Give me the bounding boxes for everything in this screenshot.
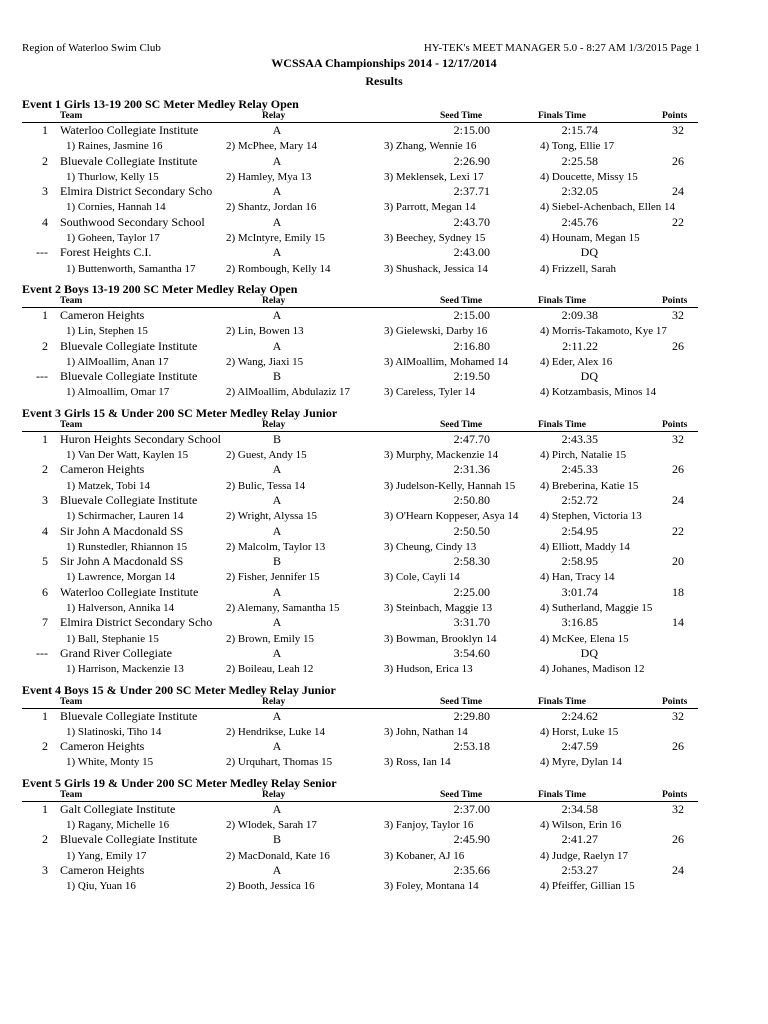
swimmer-name: 3) Fanjoy, Taylor 16	[384, 818, 474, 831]
col-team-header: Team	[60, 789, 83, 800]
finals-time-cell: 2:53.27	[561, 862, 598, 877]
swimmers-row	[22, 169, 698, 184]
swimmer-name: 2) Malcolm, Taylor 13	[226, 540, 326, 553]
points-cell: 24	[672, 184, 684, 199]
finals-time-cell: DQ	[580, 645, 598, 660]
place-cell: 2	[42, 739, 48, 754]
event-section	[22, 683, 698, 770]
swimmers-row	[22, 661, 698, 676]
place-cell: 3	[42, 492, 48, 507]
swimmers-row	[22, 817, 698, 832]
relay-cell: A	[272, 245, 282, 260]
team-cell: Bluevale Collegiate Institute	[60, 832, 198, 847]
swimmer-name: 3) Cole, Cayli 14	[384, 571, 460, 584]
place-cell: ---	[36, 369, 48, 384]
swimmer-name: 3) Zhang, Wennie 16	[384, 140, 477, 153]
swimmer-name: 2) McPhee, Mary 14	[226, 140, 318, 153]
finals-time-cell: 2:25.58	[561, 153, 598, 168]
swimmer-name: 1) Ball, Stephanie 15	[66, 632, 159, 645]
results-subtitle: Results	[365, 74, 403, 88]
place-cell: 6	[42, 584, 48, 599]
swimmer-name: 3) Murphy, Mackenzie 14	[384, 449, 499, 462]
swimmer-name: 3) Steinbach, Maggie 13	[384, 602, 493, 615]
finals-time-cell: 2:34.58	[561, 801, 598, 816]
team-cell: Southwood Secondary School	[60, 214, 205, 229]
relay-cell: A	[272, 523, 282, 538]
swimmer-name: 2) Urquhart, Thomas 15	[226, 756, 333, 769]
meet-title: WCSSAA Championships 2014 - 12/17/2014	[271, 56, 497, 70]
relay-cell: A	[272, 123, 282, 137]
seed-time-cell: 3:54.60	[453, 645, 490, 660]
result-row	[22, 524, 698, 539]
points-cell: 32	[672, 431, 684, 446]
relay-cell: B	[272, 431, 281, 446]
result-row	[22, 554, 698, 569]
relay-cell: A	[272, 645, 282, 660]
swimmer-name: 1) Yang, Emily 17	[66, 849, 147, 862]
swimmer-name: 1) Van Der Watt, Kaylen 15	[66, 449, 189, 462]
place-cell: 1	[42, 708, 48, 723]
swimmer-name: 2) Bulic, Tessa 14	[226, 479, 306, 492]
event-title: Event 1 Girls 13-19 200 SC Meter Medley Relay Open	[22, 97, 299, 111]
col-relay-header: Relay	[262, 789, 286, 800]
points-cell: 14	[672, 615, 684, 630]
swimmer-name: 1) Schirmacher, Lauren 14	[66, 510, 184, 523]
seed-time-cell: 2:53.18	[453, 739, 490, 754]
result-row	[22, 462, 698, 477]
col-points-header: Points	[662, 295, 688, 306]
swimmer-name: 3) Ross, Ian 14	[384, 756, 451, 769]
swimmer-name: 2) Booth, Jessica 16	[226, 880, 315, 893]
result-row	[22, 339, 698, 354]
swimmer-name: 4) Breberina, Katie 15	[540, 479, 639, 492]
points-cell: 32	[672, 123, 684, 137]
events-list	[22, 97, 698, 899]
event-section	[22, 776, 698, 894]
seed-time-cell: 2:35.66	[453, 862, 490, 877]
swimmer-name: 4) McKee, Elena 15	[540, 632, 629, 645]
swimmer-name: 2) MacDonald, Kate 16	[226, 849, 330, 862]
swimmers-row	[22, 878, 698, 893]
relay-cell: A	[272, 153, 282, 168]
place-cell: 3	[42, 862, 48, 877]
seed-time-cell: 2:31.36	[453, 462, 490, 477]
place-cell: 2	[42, 832, 48, 847]
seed-time-cell: 2:25.00	[453, 584, 490, 599]
result-row	[22, 709, 698, 724]
relay-cell: A	[272, 584, 282, 599]
result-row	[22, 432, 698, 447]
swimmers-row	[22, 354, 698, 369]
swimmer-name: 1) Lin, Stephen 15	[66, 325, 148, 338]
swimmers-row	[22, 724, 698, 739]
seed-time-cell: 2:43.00	[453, 245, 490, 260]
swimmer-name: 2) Boileau, Leah 12	[226, 663, 314, 676]
team-cell: Galt Collegiate Institute	[60, 801, 176, 816]
place-cell: 1	[42, 123, 48, 137]
software-info: HY-TEK's MEET MANAGER 5.0 - 8:27 AM 1/3/2015 Page 1	[423, 42, 700, 54]
team-cell: Huron Heights Secondary School	[60, 431, 221, 446]
finals-time-cell: 2:41.27	[561, 832, 598, 847]
swimmers-row	[22, 754, 698, 769]
swimmer-name: 2) Alemany, Samantha 15	[226, 602, 340, 615]
place-cell: 1	[42, 431, 48, 446]
swimmer-name: 4) Wilson, Erin 16	[540, 818, 622, 831]
swimmer-name: 2) McIntyre, Emily 15	[226, 232, 325, 245]
points-cell: 24	[672, 492, 684, 507]
swimmer-name: 3) Cheung, Cindy 13	[384, 540, 477, 553]
col-team-header: Team	[60, 419, 83, 430]
relay-cell: A	[272, 862, 282, 877]
relay-cell: A	[272, 708, 282, 723]
swimmer-name: 4) Morris-Takamoto, Kye 17	[540, 325, 667, 338]
col-relay-header: Relay	[262, 419, 286, 430]
column-header	[22, 112, 698, 123]
points-cell: 26	[672, 462, 684, 477]
finals-time-cell: 2:09.38	[561, 307, 598, 322]
swimmer-name: 1) Halverson, Annika 14	[66, 602, 175, 615]
col-finals-header: Finals Time	[538, 295, 586, 306]
swimmer-name: 2) Guest, Andy 15	[226, 449, 307, 462]
place-cell: ---	[36, 645, 48, 660]
swimmer-name: 2) Fisher, Jennifer 15	[226, 571, 320, 584]
swimmer-name: 4) Elliott, Maddy 14	[540, 540, 630, 553]
swimmer-name: 2) AlMoallim, Abdulaziz 17	[226, 386, 351, 399]
points-cell: 24	[672, 862, 684, 877]
finals-time-cell: 2:58.95	[561, 554, 598, 569]
swimmer-name: 3) Judelson-Kelly, Hannah 15	[384, 479, 516, 492]
col-points-header: Points	[662, 696, 688, 707]
swimmers-row	[22, 261, 698, 276]
column-header	[22, 297, 698, 308]
event-section	[22, 97, 698, 276]
seed-time-cell: 2:50.80	[453, 492, 490, 507]
swimmers-row	[22, 384, 698, 399]
event-section	[22, 282, 698, 400]
place-cell: 4	[42, 214, 48, 229]
col-points-header: Points	[662, 111, 688, 121]
team-cell: Sir John A Macdonald SS	[60, 554, 184, 569]
result-row	[22, 863, 698, 878]
finals-time-cell: 2:43.35	[561, 431, 598, 446]
swimmer-name: 3) Beechey, Sydney 15	[384, 232, 486, 245]
swimmers-row	[22, 600, 698, 615]
col-seed-header: Seed Time	[440, 111, 483, 121]
team-cell: Grand River Collegiate	[60, 645, 172, 660]
col-finals-header: Finals Time	[538, 789, 586, 800]
swimmer-name: 1) Thurlow, Kelly 15	[66, 170, 159, 183]
points-cell: 26	[672, 338, 684, 353]
team-cell: Bluevale Collegiate Institute	[60, 708, 198, 723]
swimmer-name: 3) Shushack, Jessica 14	[384, 262, 488, 275]
place-cell: 4	[42, 523, 48, 538]
swimmer-name: 4) Doucette, Missy 15	[540, 170, 638, 183]
seed-time-cell: 2:43.70	[453, 214, 490, 229]
finals-time-cell: 2:45.33	[561, 462, 598, 477]
col-seed-header: Seed Time	[440, 295, 483, 306]
swimmer-name: 2) Lin, Bowen 13	[226, 325, 304, 338]
team-cell: Cameron Heights	[60, 462, 145, 477]
swimmer-name: 1) Harrison, Mackenzie 13	[66, 663, 184, 676]
swimmers-row	[22, 199, 698, 214]
swimmer-name: 1) Matzek, Tobi 14	[66, 479, 150, 492]
result-row	[22, 369, 698, 384]
swimmer-name: 3) Meklensek, Lexi 17	[384, 170, 484, 183]
finals-time-cell: 2:11.22	[562, 338, 598, 353]
team-cell: Bluevale Collegiate Institute	[60, 338, 198, 353]
team-cell: Waterloo Collegiate Institute	[60, 584, 199, 599]
points-cell: 26	[672, 153, 684, 168]
swimmer-name: 1) AlMoallim, Anan 17	[66, 355, 169, 368]
col-points-header: Points	[662, 789, 688, 800]
col-finals-header: Finals Time	[538, 111, 586, 121]
event-title: Event 4 Boys 15 & Under 200 SC Meter Medley Relay Junior	[22, 682, 336, 697]
col-finals-header: Finals Time	[538, 696, 586, 707]
place-cell: 2	[42, 153, 48, 168]
relay-cell: A	[272, 307, 282, 322]
col-points-header: Points	[662, 419, 688, 430]
relay-cell: A	[272, 739, 282, 754]
swimmer-name: 3) Bowman, Brooklyn 14	[384, 632, 497, 645]
swimmer-name: 3) Careless, Tyler 14	[384, 386, 476, 399]
swimmer-name: 4) Eder, Alex 16	[540, 355, 613, 368]
finals-time-cell: 3:16.85	[561, 615, 598, 630]
swimmers-row	[22, 447, 698, 462]
event-title: Event 2 Boys 13-19 200 SC Meter Medley Relay Open	[22, 281, 298, 296]
relay-cell: A	[272, 492, 282, 507]
seed-time-cell: 2:16.80	[453, 338, 490, 353]
relay-cell: A	[272, 184, 282, 199]
result-row	[22, 493, 698, 508]
result-row	[22, 184, 698, 199]
column-header	[22, 791, 698, 802]
swimmer-name: 4) Sutherland, Maggie 15	[540, 602, 653, 615]
swimmer-name: 2) Wlodek, Sarah 17	[226, 818, 317, 831]
result-row	[22, 245, 698, 260]
swimmer-name: 1) Slatinoski, Tiho 14	[66, 725, 162, 738]
result-row	[22, 215, 698, 230]
swimmer-name: 2) Hamley, Mya 13	[226, 170, 312, 183]
seed-time-cell: 2:47.70	[453, 431, 490, 446]
swimmer-name: 3) Hudson, Erica 13	[384, 663, 473, 676]
relay-cell: A	[272, 338, 282, 353]
swimmers-row	[22, 569, 698, 584]
swimmers-row	[22, 138, 698, 153]
seed-time-cell: 3:31.70	[453, 615, 490, 630]
col-team-header: Team	[60, 696, 83, 707]
swimmer-name: 3) Foley, Montana 14	[384, 880, 479, 893]
team-cell: Forest Heights C.I.	[60, 245, 152, 260]
place-cell: 2	[42, 338, 48, 353]
swimmer-name: 1) White, Monty 15	[66, 756, 154, 769]
finals-time-cell: 2:45.76	[561, 214, 598, 229]
finals-time-cell: 2:52.72	[561, 492, 598, 507]
place-cell: ---	[36, 245, 48, 260]
swimmer-name: 1) Raines, Jasmine 16	[66, 140, 163, 153]
swimmer-name: 3) Parrott, Megan 14	[384, 201, 476, 214]
place-cell: 5	[42, 554, 48, 569]
place-cell: 1	[42, 307, 48, 322]
swimmer-name: 4) Pirch, Natalie 15	[540, 449, 627, 462]
relay-cell: A	[272, 801, 282, 816]
swimmer-name: 4) Kotzambasis, Minos 14	[540, 386, 657, 399]
seed-time-cell: 2:29.80	[453, 708, 490, 723]
col-finals-header: Finals Time	[538, 419, 586, 430]
place-cell: 3	[42, 184, 48, 199]
seed-time-cell: 2:45.90	[453, 832, 490, 847]
col-seed-header: Seed Time	[440, 789, 483, 800]
finals-time-cell: 2:24.62	[561, 708, 598, 723]
relay-cell: A	[272, 462, 282, 477]
finals-time-cell: DQ	[580, 369, 598, 384]
swimmers-row	[22, 631, 698, 646]
column-header	[22, 421, 698, 432]
swimmer-name: 4) Myre, Dylan 14	[540, 756, 622, 769]
swimmer-name: 4) Tong, Ellie 17	[540, 140, 615, 153]
result-row	[22, 832, 698, 847]
col-seed-header: Seed Time	[440, 696, 483, 707]
result-row	[22, 739, 698, 754]
swimmer-name: 4) Stephen, Victoria 13	[540, 510, 642, 523]
result-row	[22, 615, 698, 630]
place-cell: 7	[42, 615, 48, 630]
team-cell: Bluevale Collegiate Institute	[60, 492, 198, 507]
place-cell: 1	[42, 801, 48, 816]
swimmer-name: 2) Wang, Jiaxi 15	[226, 355, 304, 368]
swimmer-name: 2) Hendrikse, Luke 14	[226, 725, 325, 738]
finals-time-cell: 2:32.05	[561, 184, 598, 199]
finals-time-cell: 2:54.95	[561, 523, 598, 538]
result-row	[22, 123, 698, 138]
swimmer-name: 3) Kobaner, AJ 16	[384, 849, 465, 862]
swimmer-name: 1) Qiu, Yuan 16	[66, 880, 136, 893]
swimmer-name: 1) Goheen, Taylor 17	[66, 232, 160, 245]
swimmers-row	[22, 848, 698, 863]
swimmer-name: 4) Pfeiffer, Gillian 15	[540, 880, 635, 893]
swimmer-name: 2) Shantz, Jordan 16	[226, 201, 317, 214]
swimmer-name: 4) Horst, Luke 15	[540, 725, 619, 738]
swimmer-name: 1) Lawrence, Morgan 14	[66, 571, 176, 584]
result-row	[22, 585, 698, 600]
relay-cell: B	[272, 554, 281, 569]
swimmer-name: 4) Han, Tracy 14	[540, 571, 615, 584]
swimmer-name: 4) Judge, Raelyn 17	[540, 849, 628, 862]
team-cell: Cameron Heights	[60, 739, 145, 754]
swimmers-row	[22, 508, 698, 523]
seed-time-cell: 2:58.30	[453, 554, 490, 569]
swimmer-name: 3) AlMoallim, Mohamed 14	[384, 355, 509, 368]
relay-cell: A	[272, 214, 282, 229]
swimmer-name: 1) Runstedler, Rhiannon 15	[66, 540, 188, 553]
swimmers-row	[22, 478, 698, 493]
relay-cell: B	[272, 832, 281, 847]
club-name: Region of Waterloo Swim Club	[22, 42, 161, 54]
team-cell: Cameron Heights	[60, 862, 145, 877]
swimmer-name: 3) O'Hearn Koppeser, Asya 14	[384, 510, 519, 523]
finals-time-cell: 2:15.74	[561, 123, 598, 137]
swimmer-name: 4) Hounam, Megan 15	[540, 232, 640, 245]
seed-time-cell: 2:15.00	[453, 307, 490, 322]
swimmer-name: 4) Frizzell, Sarah	[540, 262, 617, 275]
seed-time-cell: 2:37.00	[453, 801, 490, 816]
result-row	[22, 154, 698, 169]
swimmers-row	[22, 323, 698, 338]
points-cell: 32	[672, 801, 684, 816]
relay-cell: B	[272, 369, 281, 384]
result-row	[22, 308, 698, 323]
team-cell: Cameron Heights	[60, 307, 145, 322]
swimmer-name: 1) Buttenworth, Samantha 17	[66, 262, 196, 275]
swimmers-row	[22, 230, 698, 245]
team-cell: Elmira District Secondary Scho	[60, 184, 213, 199]
finals-time-cell: DQ	[580, 245, 598, 260]
team-cell: Elmira District Secondary Scho	[60, 615, 213, 630]
seed-time-cell: 2:19.50	[453, 369, 490, 384]
points-cell: 32	[672, 708, 684, 723]
result-row	[22, 802, 698, 817]
swimmer-name: 2) Wright, Alyssa 15	[226, 510, 318, 523]
team-cell: Sir John A Macdonald SS	[60, 523, 184, 538]
col-relay-header: Relay	[262, 696, 286, 707]
swimmer-name: 4) Siebel-Achenbach, Ellen 14	[540, 201, 676, 214]
points-cell: 32	[672, 307, 684, 322]
swimmer-name: 2) Brown, Emily 15	[226, 632, 314, 645]
points-cell: 26	[672, 832, 684, 847]
seed-time-cell: 2:50.50	[453, 523, 490, 538]
points-cell: 18	[672, 584, 684, 599]
relay-cell: A	[272, 615, 282, 630]
swimmer-name: 1) Ragany, Michelle 16	[66, 818, 170, 831]
seed-time-cell: 2:37.71	[453, 184, 490, 199]
col-seed-header: Seed Time	[440, 419, 483, 430]
place-cell: 2	[42, 462, 48, 477]
points-cell: 26	[672, 739, 684, 754]
team-cell: Bluevale Collegiate Institute	[60, 369, 198, 384]
points-cell: 22	[672, 214, 684, 229]
swimmer-name: 3) John, Nathan 14	[384, 725, 468, 738]
finals-time-cell: 3:01.74	[561, 584, 598, 599]
team-cell: Bluevale Collegiate Institute	[60, 153, 198, 168]
team-cell: Waterloo Collegiate Institute	[60, 123, 199, 137]
event-section	[22, 406, 698, 677]
col-team-header: Team	[60, 295, 83, 306]
swimmer-name: 3) Gielewski, Darby 16	[384, 325, 488, 338]
col-relay-header: Relay	[262, 295, 286, 306]
points-cell: 20	[672, 554, 684, 569]
points-cell: 22	[672, 523, 684, 538]
swimmer-name: 2) Rombough, Kelly 14	[226, 262, 331, 275]
finals-time-cell: 2:47.59	[561, 739, 598, 754]
event-title: Event 3 Girls 15 & Under 200 SC Meter Medley Relay Junior	[22, 405, 338, 420]
column-header	[22, 698, 698, 709]
event-title: Event 5 Girls 19 & Under 200 SC Meter Medley Relay Senior	[22, 775, 337, 790]
swimmer-name: 1) Cornies, Hannah 14	[66, 201, 166, 214]
col-relay-header: Relay	[262, 111, 286, 121]
swimmer-name: 1) Almoallim, Omar 17	[66, 386, 170, 399]
seed-time-cell: 2:26.90	[453, 153, 490, 168]
swimmer-name: 4) Johanes, Madison 12	[540, 663, 645, 676]
seed-time-cell: 2:15.00	[453, 123, 490, 137]
result-row	[22, 646, 698, 661]
swimmers-row	[22, 539, 698, 554]
col-team-header: Team	[60, 111, 83, 121]
